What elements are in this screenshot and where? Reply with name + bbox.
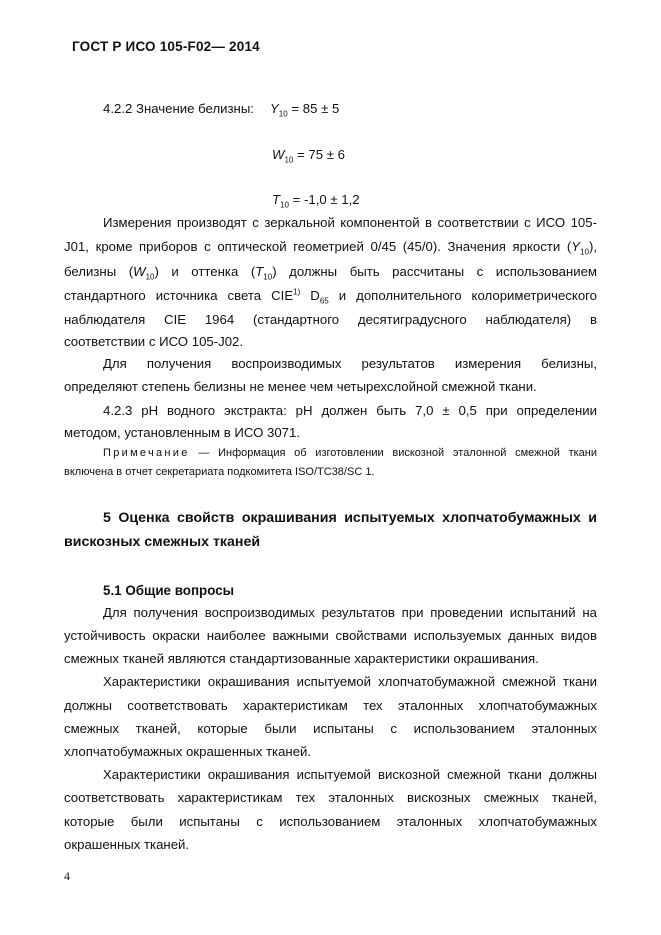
- symbol-y: Y: [571, 239, 581, 254]
- s51-p2-line-1: Характеристики окрашивания испытуемой хлопчатобумажной смежной ткани: [103, 674, 597, 689]
- measure-line-6: соответствии с ИСО 105-J02.: [64, 334, 244, 349]
- whiteness-line-1: Для получения воспроизводимых результатов измерения белизны,: [103, 356, 597, 371]
- section-5-heading-line-1: 5 Оценка свойств окрашивания испытуемых хлопчатобумажных и: [103, 510, 597, 526]
- text: ),: [588, 239, 597, 254]
- subscript: 10: [278, 109, 288, 119]
- subscript: 10: [580, 247, 589, 257]
- note-label: Примечание: [103, 447, 190, 459]
- ph-line-1: 4.2.3 pH водного экстракта: pH должен быть 7,0 ± 0,5 при определении: [103, 403, 597, 418]
- text: белизны (: [64, 264, 134, 279]
- footnote-ref: 1): [293, 287, 301, 297]
- s51-p3-line-1: Характеристики окрашивания испытуемой вискозной смежной ткани должны: [103, 767, 597, 782]
- symbol-t: T: [255, 264, 264, 279]
- formula-t10: [272, 192, 360, 210]
- ph-line-2: методом, установленным в ИСО 3071.: [64, 425, 301, 440]
- formula-value: = 75 ± 6: [293, 147, 345, 162]
- formula-w10: [272, 147, 345, 165]
- text: и дополнительного колориметрического: [328, 288, 598, 303]
- clause-4-2-2-label: 4.2.2 Значение белизны:: [103, 101, 254, 116]
- page-number: 4: [64, 869, 70, 883]
- subscript: 10: [284, 155, 294, 165]
- symbol-w: W: [133, 264, 146, 279]
- text: стандартного источника света CIE: [64, 288, 294, 303]
- s51-p1-line-1: Для получения воспроизводимых результатов при проведении испытаний на: [103, 605, 597, 620]
- measure-line-3: [64, 264, 597, 280]
- s51-p2-line-3: смежных тканей, которые были испытаны с использованием эталонных: [64, 721, 597, 736]
- measure-line-2: [64, 239, 597, 255]
- subscript: 65: [319, 296, 329, 306]
- s51-p2-line-4: хлопчатобумажных окрашенных тканей.: [64, 744, 312, 759]
- symbol-w: W: [272, 147, 285, 162]
- standard-code-header: ГОСТ Р ИСО 105-F02— 2014: [72, 39, 260, 54]
- text: D: [300, 288, 320, 303]
- formula-value: = -1,0 ± 1,2: [288, 192, 360, 207]
- measure-line-4: [64, 288, 597, 304]
- s51-p3-line-3: которые были испытаны с использованием эталонных хлопчатобумажных: [64, 814, 597, 829]
- measure-line-5: наблюдателя CIE 1964 (стандартного десятиградусного наблюдателя) в: [64, 312, 597, 327]
- formula-value: = 85 ± 5: [287, 101, 340, 116]
- s51-p3-line-2: соответствовать характеристикам тех эталонных вискозных смежных тканей,: [64, 790, 597, 805]
- note-line-1: [103, 446, 597, 460]
- subscript: 10: [145, 272, 155, 282]
- measure-line-1: Измерения производят с зеркальной компонентой в соответствии с ИСО 105-: [103, 215, 597, 230]
- text: — Информация об изготовлении вискозной эталонной смежной ткани: [189, 447, 597, 459]
- symbol-y: Y: [270, 101, 279, 116]
- whiteness-line-2: определяют степень белизны не менее чем четырехслойной смежной ткани.: [64, 379, 537, 394]
- s51-p3-line-4: окрашенных тканей.: [64, 837, 190, 852]
- text: ) и оттенка (: [154, 264, 256, 279]
- formula-y10: [270, 101, 340, 119]
- text: ) должны быть рассчитаны с использованием: [272, 264, 597, 279]
- symbol-t: T: [272, 192, 281, 207]
- text: J01, кроме приборов с оптической геометрией 0/45 (45/0). Значения яркости (: [64, 239, 572, 254]
- subscript: 10: [263, 272, 273, 282]
- s51-p1-line-3: смежных тканей являются стандартизованные характеристики окрашивания.: [64, 651, 539, 666]
- section-5-heading-line-2: вискозных смежных тканей: [64, 534, 261, 550]
- note-line-2: включена в отчет секретариата подкомитета ISO/TC38/SC 1.: [64, 466, 375, 478]
- section-5-1-heading: 5.1 Общие вопросы: [103, 583, 235, 598]
- s51-p2-line-2: должны соответствовать характеристикам тех эталонных хлопчатобумажных: [64, 698, 597, 713]
- s51-p1-line-2: устойчивость окраски наиболее важными свойствами используемых данных видов: [64, 628, 597, 643]
- subscript: 10: [280, 200, 289, 210]
